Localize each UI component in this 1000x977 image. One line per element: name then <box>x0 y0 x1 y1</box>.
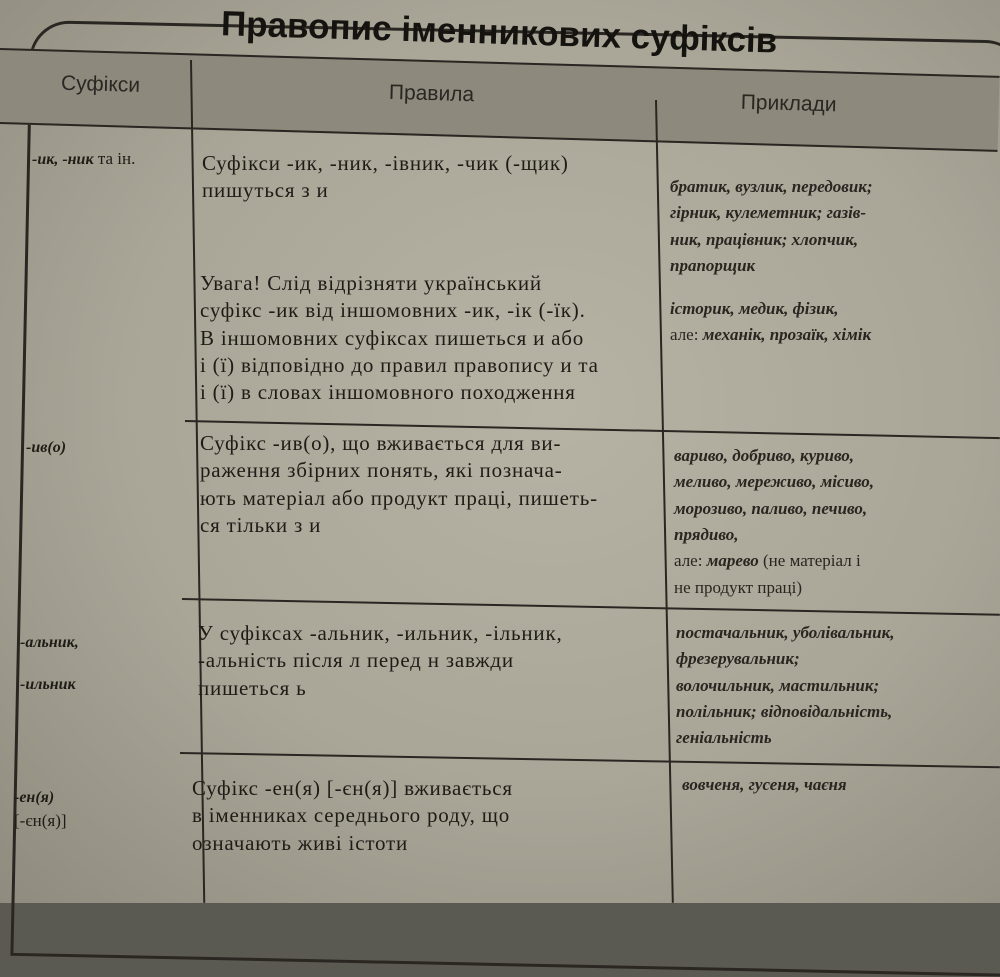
example-line: братик, вузлик, передовик; <box>670 177 873 196</box>
suffix-text: -ик, -ник <box>32 151 94 168</box>
header-rules: Правила <box>388 80 475 107</box>
rule-line: ють матеріал або продукт праці, пишеть- <box>200 485 598 510</box>
rule-line: У суфіксах -альник, -ильник, -ільник, <box>198 621 563 645</box>
rule-line: Суфікс -ив(о), що вживається для ви- <box>200 431 562 455</box>
but-word: марево <box>706 551 759 571</box>
header-examples: Приклади <box>740 90 837 117</box>
example-line: полільник; відповідальність, <box>676 702 893 722</box>
but-label: але: <box>670 325 699 345</box>
rule-line: -альність після л перед н завжди <box>198 648 514 673</box>
note-cell <box>200 270 660 406</box>
example-line: вариво, добриво, куриво, <box>674 446 855 465</box>
rule-cell <box>192 775 667 857</box>
but-label: але: <box>674 551 703 571</box>
example-line: мeливо, мереживо, місиво, <box>674 472 875 492</box>
rule-line: суфікс -ик від іншомовних -ик, -ік (-їк). <box>200 298 586 323</box>
example-line: прядиво, <box>674 525 739 545</box>
page-title: Правопис іменникових суфіксів <box>220 4 778 61</box>
example-line: постачальник, уболівальник, <box>676 623 895 642</box>
rule-line: в іменниках середнього роду, що <box>192 803 511 828</box>
example-line: морозиво, паливо, печиво, <box>674 498 868 518</box>
rule-cell <box>198 620 663 702</box>
suffix-text: -ен(я) <box>14 789 55 806</box>
example-line <box>674 548 994 574</box>
example-line: геніальність <box>676 728 772 748</box>
examples-cell <box>670 296 990 349</box>
example-line: волочильник, мастильник; <box>676 675 880 695</box>
rule-line: означають живі істоти <box>192 830 409 855</box>
rule-line: пишеться ь <box>198 675 307 700</box>
example-line: не продукт праці) <box>674 577 802 597</box>
example-line: прапорщик <box>670 256 756 276</box>
example-line: вовченя, гусеня, чаєня <box>682 775 847 794</box>
header-suffixes: Суфікси <box>60 71 141 97</box>
rule-line: Суфікс -ен(я) [-єн(я)] вживається <box>192 776 513 800</box>
rule-line: і (ї) відповідно до правил правопису и та <box>200 352 599 377</box>
suffix-tail: та ін. <box>93 149 136 168</box>
suffix-text: [-єн(я)] <box>14 811 67 831</box>
rule-line: Увага! Слід відрізняти український <box>200 271 542 295</box>
rule-cell <box>202 150 657 205</box>
examples-cell <box>676 620 996 752</box>
rule-cell <box>200 430 660 539</box>
suffix-text: -альник, <box>20 634 79 651</box>
rule-line: В іншомовних суфіксах пишеться и або <box>200 325 585 350</box>
examples-cell <box>682 772 992 798</box>
rule-line: пишуться з и <box>202 178 329 203</box>
rule-line: і (ї) в словах іншомовного походження <box>200 380 576 405</box>
but-words: механік, прозаїк, хімік <box>698 325 872 345</box>
suffix-cell <box>32 148 135 171</box>
rule-line: ся тільки з и <box>200 512 322 537</box>
suffix-text: -ив(о) <box>26 439 67 456</box>
examples-cell <box>670 174 990 279</box>
rule-line: раження збірних понять, які познача- <box>200 458 563 483</box>
suffix-cell <box>26 438 66 459</box>
example-line <box>670 322 990 348</box>
example-line: ник, працівник; хлопчик, <box>670 229 859 249</box>
examples-cell <box>674 443 994 601</box>
example-line: історик, медик, фізик, <box>670 299 839 318</box>
suffix-cell <box>14 786 67 834</box>
suffix-cell <box>20 622 79 705</box>
rule-line: Суфікси -ик, -ник, -івник, -чик (-щик) <box>202 151 569 175</box>
example-line: гірник, кулеметник; газів- <box>670 203 867 223</box>
suffix-text: -ильник <box>20 675 76 693</box>
example-line: фрезерувальник; <box>676 649 800 669</box>
but-note: (не матеріал і <box>763 551 861 571</box>
